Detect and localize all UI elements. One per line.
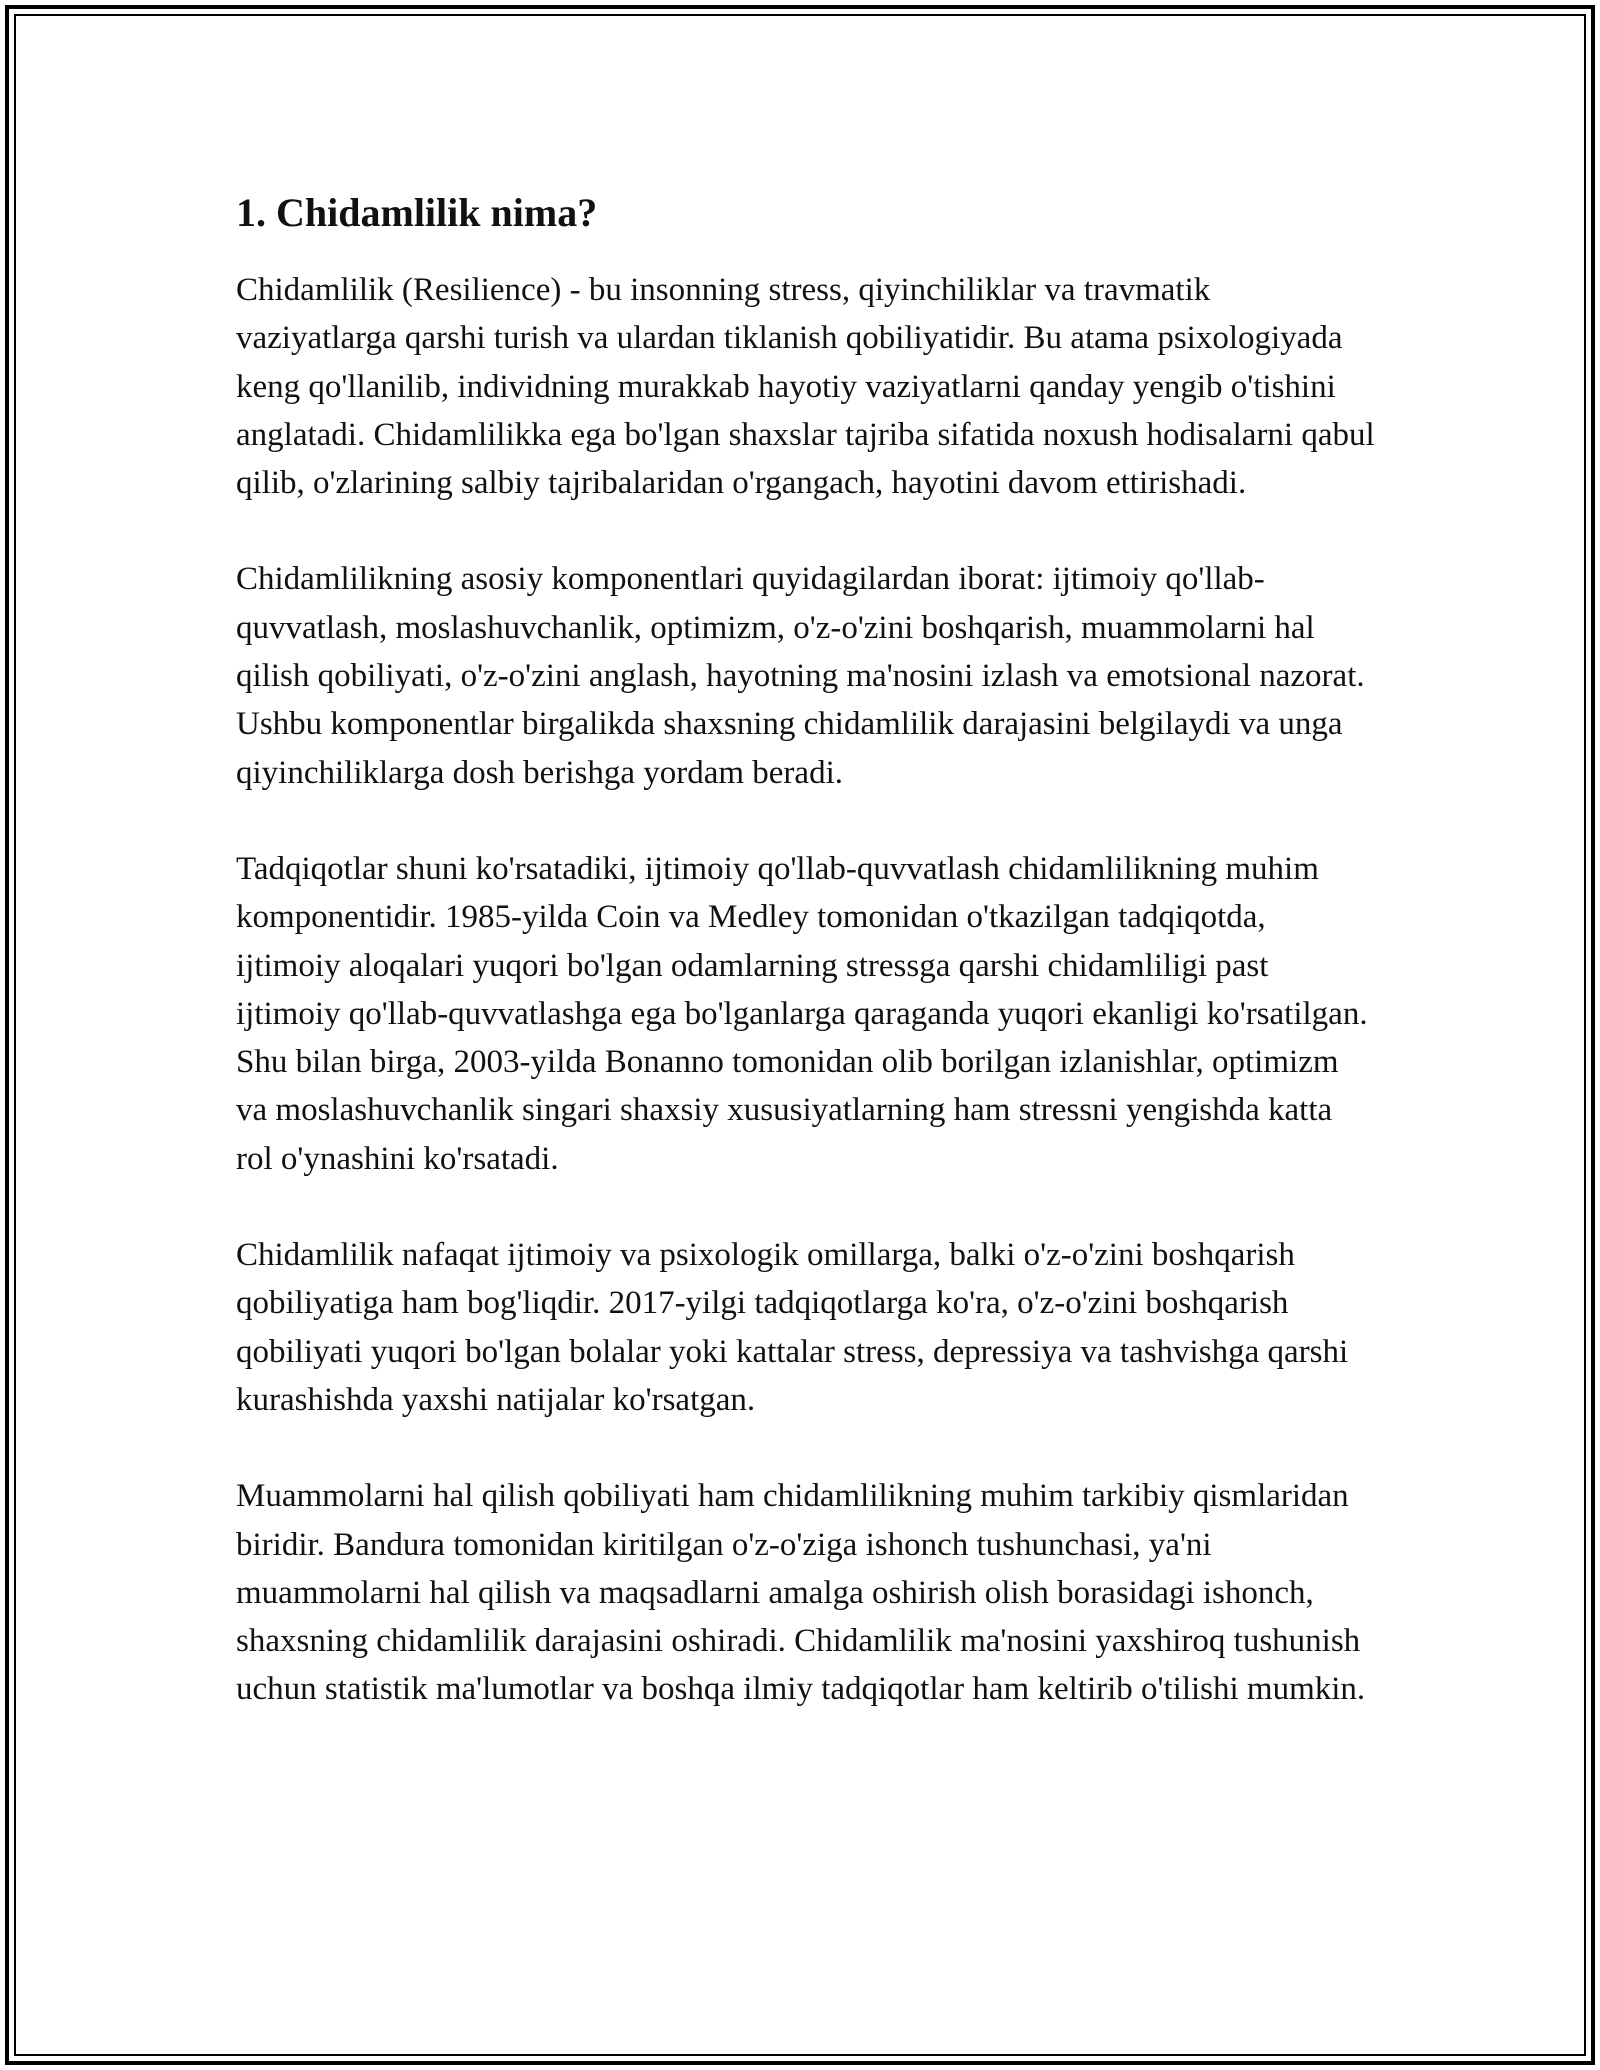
document-body (236, 178, 1376, 1762)
paragraph-social-support: Tadqiqotlar shuni ko'rsatadiki, ijtimoiy qo'llab-quvvatlash chidamlilikning muhim komponentidir. 1985-yilda Coin va Medley tomonidan o'tkazilgan tadqiqotda, ijtimoiy aloqalari yuqori bo'lgan odamlarning stressga qarshi chidamliligi past ijtimoiy qo'llab-quvvatlashga ega bo'lganlarga qaraganda yuqori ekanligi ko'rsatilgan. Shu bilan birga, 2003-yilda Bonanno tomonidan olib borilgan izlanishlar, optimizm va moslashuvchanlik singari shaxsiy xususiyatlarning ham stressni yengishda katta rol o'ynashini ko'rsatadi. (236, 850, 1368, 1177)
paragraph-definition: Chidamlilik (Resilience) - bu insonning stress, qiyinchiliklar va travmatik vaziyatlarga qarshi turish va ulardan tiklanish qobiliyatidir. Bu atama psixologiyada keng qo'llanilib, individning murakkab hayotiy vaziyatlarni qanday yengib o'tishini anglatadi. Chidamlilikka ega bo'lgan shaxslar tajriba sifatida noxush hodisalarni qabul qilib, o'zlarining salbiy tajribalaridan o'rgangach, hayotini davom ettirishadi. (236, 272, 1375, 502)
paragraph-problem-solving: Muammolarni hal qilish qobiliyati ham chidamlilikning muhim tarkibiy qismlaridan biridir. Bandura tomonidan kiritilgan o'z-o'ziga ishonch tushunchasi, ya'ni muammolarni hal qilish va maqsadlarni amalga oshirish olish borasidagi ishonch, shaxsning chidamlilik darajasini oshiradi. Chidamlilik ma'nosini yaxshiroq tushunish uchun statistik ma'lumotlar va boshqa ilmiy tadqiqotlar ham keltirib o'tilishi mumkin. (236, 1478, 1366, 1708)
section-heading: 1. Chidamlilik nima? (236, 190, 598, 235)
paragraph-self-regulation: Chidamlilik nafaqat ijtimoiy va psixologik omillarga, balki o'z-o'zini boshqarish qobiliyatiga ham bog'liqdir. 2017-yilgi tadqiqotlarga ko'ra, o'z-o'zini boshqarish qobiliyati yuqori bo'lgan bolalar yoki kattalar stress, depressiya va tashvishga qarshi kurashishda yaxshi natijalar ko'rsatgan. (236, 1237, 1349, 1418)
paragraph-components: Chidamlilikning asosiy komponentlari quyidagilardan iborat: ijtimoiy qo'llab-quvvatlash, moslashuvchanlik, optimizm, o'z-o'zini boshqarish, muammolarni hal qilish qobiliyati, o'z-o'zini anglash, hayotning ma'nosini izlash va emotsional nazorat. Ushbu komponentlar birgalikda shaxsning chidamlilik darajasini belgilaydi va unga qiyinchiliklarga dosh berishga yordam beradi. (236, 561, 1365, 791)
